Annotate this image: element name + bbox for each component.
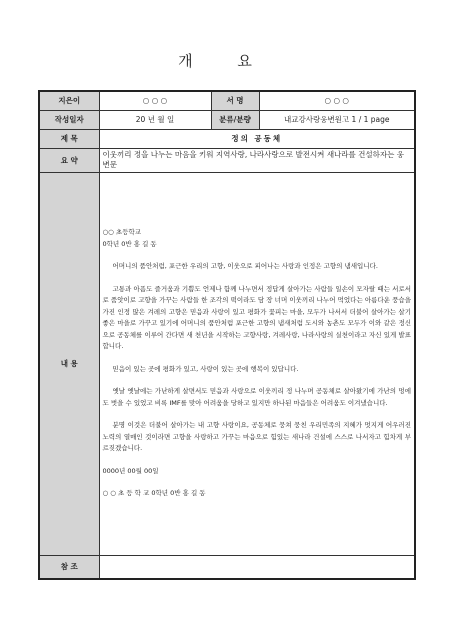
summary-value: 이웃끼리 정을 나누는 마음을 키워 지역사랑, 나라사랑으로 발전시켜 새나라를 건설하자는 웅변문 [99,148,415,172]
paragraph-2: 고통과 아픔도 즐거움과 기쁨도 언제나 함께 나누면서 정답게 살아가는 사람들 일손이 모자랄 때는 서로서로 품앗이로 고향을 가꾸는 사람들 한 조각의 떡이라도 담 장 너머 이웃끼리 나누어 먹었다는 아름다운 풍습을 가진 인정 많은 겨레의 고향은 믿음과 사랑이 있고 평화가 꽃피는 마을, 모두가 나서서 더불어 살아가는 살기 좋은 마을로 가꾸고 있기에 어머니의 품안처럼 포근한 고향의 냄새처럼 도시와 농촌도 모두가 이와 같은 정신으로 공동체를 이루어 간다면 새 천년을 시작하는 고향사랑, 겨레사랑, 나라사랑의 실천이라고 자신 있게 발표합니다. [102,284,411,351]
paragraph-4: 옛날 옛날에는 가난하게 살면서도 믿음과 사랑으로 이웃끼리 정 나누며 공동체로 살아왔기에 가난의 멍에도 벗을 수 있었고 비록 IMF를 맞아 어려움을 당하고 있지만 하나된 마음들은 어려움도 이겨냈습니다. [102,387,411,407]
author-value: ○ ○ ○ [99,91,211,110]
reference-value [99,555,415,579]
subject-label: 제 목 [39,129,99,148]
paragraph-1: 어머니의 품안처럼, 포근한 우리의 고향, 이웃으로 피어나는 사랑과 인정은 고향의 냄새입니다. [112,262,378,271]
subject-value: 정의 공동체 [99,129,415,148]
signature-label: 서 명 [211,91,259,110]
signature-value: ○ ○ ○ [259,91,415,110]
outline-form-table [38,90,416,580]
content-row [39,172,415,555]
reference-row [39,555,415,579]
author-row [39,91,415,110]
paragraph-5: 분명 이것은 더불어 살아가는 내 고향 사랑이요, 공동체로 뭉쳐 뭉친 우리민족의 지혜가 멋지게 어우러진 노력의 열매인 것이라면 고향을 사랑하고 가꾸는 마음으로 힘있는 새나라 건설에 스스로 나서자고 힘차게 부르짖겠습니다. [102,421,411,453]
summary-row [39,148,415,172]
category-label: 분류/분량 [211,110,259,129]
date-value: 20 년 월 일 [99,110,211,129]
signoff-line: ○ ○ 초 등 학 교 0학년 0반 홍 길 동 [102,489,206,498]
reference-label: 참 조 [39,555,99,579]
content-body [99,172,415,555]
school-line: ○○ 초등학교 [102,228,142,237]
subject-row [39,129,415,148]
date-line: 0000년 00월 00일 [102,466,159,475]
date-label: 작성일자 [39,110,99,129]
speaker-line: 0학년 0반 홍 길 동 [102,239,157,248]
author-label: 지은이 [39,91,99,110]
page-title: 개 요 [178,52,272,70]
content-label: 내 용 [39,172,99,555]
paragraph-3: 믿음이 있는 곳에 평화가 있고, 사랑이 있는 곳에 행복이 있답니다. [112,364,299,373]
summary-label: 요 약 [39,148,99,172]
category-value: 내교강사랑웅변원고 1 / 1 page [259,110,415,129]
date-row [39,110,415,129]
